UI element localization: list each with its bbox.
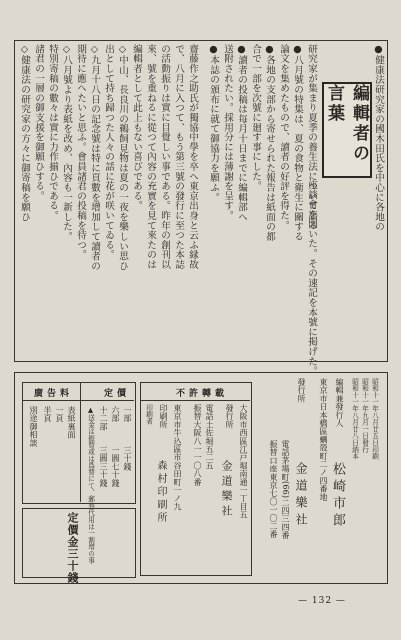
text-column: 出として持ち歸つた人々の話に花が咲いてゐる。 (103, 44, 114, 260)
price-header: 定價 (104, 389, 131, 399)
adrate-line: 一頁 (55, 406, 64, 423)
text-column: 期待に應へたいと思ふ。會員諸君の投稿を待つ。 (75, 44, 86, 260)
adrate-header: 廣告料 (34, 389, 74, 399)
text-column: ◇中山、長良川の鵜飼見物は夏の一夜を樂しい思ひ (117, 44, 128, 271)
printer-label: 印刷所 (159, 404, 168, 429)
text-column: ●八月號の特集は、夏の食物と衛生に關する (292, 44, 303, 242)
price-header-divider (22, 400, 134, 401)
adrate-line: 表紙裏面 (67, 406, 76, 439)
printer-address: 東京市牛込區市谷田町一ノ九 (173, 404, 182, 511)
issuer-label: 發行所 (297, 378, 306, 403)
price-big: 定價金三十錢 (66, 512, 79, 584)
price-value: 三十錢 (123, 446, 132, 471)
text-column: ●健康法研究家の國木田氏を中心に各地の (373, 44, 384, 232)
text-column: 諸君の一層の御支援を御願ひする。 (33, 44, 44, 201)
text-column: 合で一部を次號に廻す事にした。 (250, 44, 261, 191)
printer-person-label: 印刷者 (144, 404, 153, 425)
text-column: ●讀者の投稿は每月十日までに編輯部へ (236, 44, 247, 222)
publisher-address: 大阪市西區江戸堀南通一丁目五 (239, 404, 248, 519)
editorial-title-badge (322, 82, 372, 178)
text-column: 送附されたい。採用分には薄謝を呈す。 (222, 44, 233, 221)
notice-header: 不許轉載 (176, 389, 229, 399)
text-column: ●各地の支部から寄せられた報告は紙面の都 (264, 44, 275, 242)
price-big-box (22, 508, 136, 584)
editor-label: 編輯兼發行人 (335, 378, 344, 428)
text-column: 論文を集めたもので、讀者の好評を得た。 (278, 44, 289, 231)
price-note: ▲送金は振替或は爲替にて、郵券代用は一割增の事 (86, 406, 95, 564)
price-term: 六部 (111, 406, 120, 423)
price-term: 十二部 (99, 406, 108, 431)
text-column: ◇健康法の研究家の方々に御寄稿を願ひ (19, 44, 30, 222)
price-value: 一圓七十錢 (111, 446, 120, 487)
page-number: — 132 — (298, 596, 346, 606)
text-column: 特別寄稿の數々は實に力作揃ひである。 (47, 44, 58, 221)
issuer-furikae: 振替口座東京七〇一〇二番 (269, 440, 278, 539)
colophon-date: 昭和十一年八月廿五日印刷 (370, 378, 379, 460)
publisher-name: 金道樂社 (220, 460, 233, 520)
price-value: 三圓三十錢 (99, 446, 108, 487)
colophon-date: 昭和十一年九月一日發行 (360, 378, 369, 453)
adrate-line: 別途御相談 (29, 406, 38, 447)
colophon-date: 昭和十一年八月廿八日納本 (350, 378, 359, 460)
text-column: 座談會を開いた。その速記を本號に掲げた。 (306, 180, 317, 376)
issuer-phone: 電話茅場町(66)二四三四番 (281, 440, 290, 540)
printer-name: 森村印刷所 (155, 460, 166, 525)
publisher-furikae: 振替大阪八一一〇八番 (193, 404, 202, 486)
text-column: で、八月に入つて、もう第三號の發行に至つた本誌 (173, 44, 184, 270)
text-column: ●本誌の頒布に就て御協力を願ふ。 (208, 44, 219, 203)
text-column: ◇九月十八日の記念號は特に頁數を增加して讀者の (89, 44, 100, 271)
publisher-phone: 電話土佐堀五二五 (205, 404, 214, 470)
text-column: 編輯者として此上もない喜びである。 (131, 44, 142, 211)
publisher-label: 發行所 (225, 404, 234, 429)
text-column: 齋藤作之助氏が獨協中學を卒へ東京出身と云ふ縁故 (187, 44, 198, 270)
editor-name: 松崎市郎 (330, 462, 345, 530)
price-term: 一部 (123, 406, 132, 423)
price-col-divider (80, 382, 81, 502)
text-column: 研究家が集まり夏季の養生法について語る (306, 44, 317, 231)
text-column: ◇八月號より表紙を改め、內容も一新した。 (61, 44, 72, 242)
issuer-name: 金道樂社 (294, 462, 308, 530)
text-column: の活動振りは實に目覺しい事である。昨年の創刊以 (159, 44, 170, 270)
text-column: 來、號を重ねるに從つて內容の充實を見て來たのは (145, 44, 156, 270)
notice-divider (140, 400, 250, 401)
adrate-line: 半頁 (43, 406, 52, 423)
page-title: 編輯者の言葉 (324, 84, 369, 164)
editor-address: 東京市日本橋區蠣殼町二ノ四番地 (319, 378, 328, 501)
